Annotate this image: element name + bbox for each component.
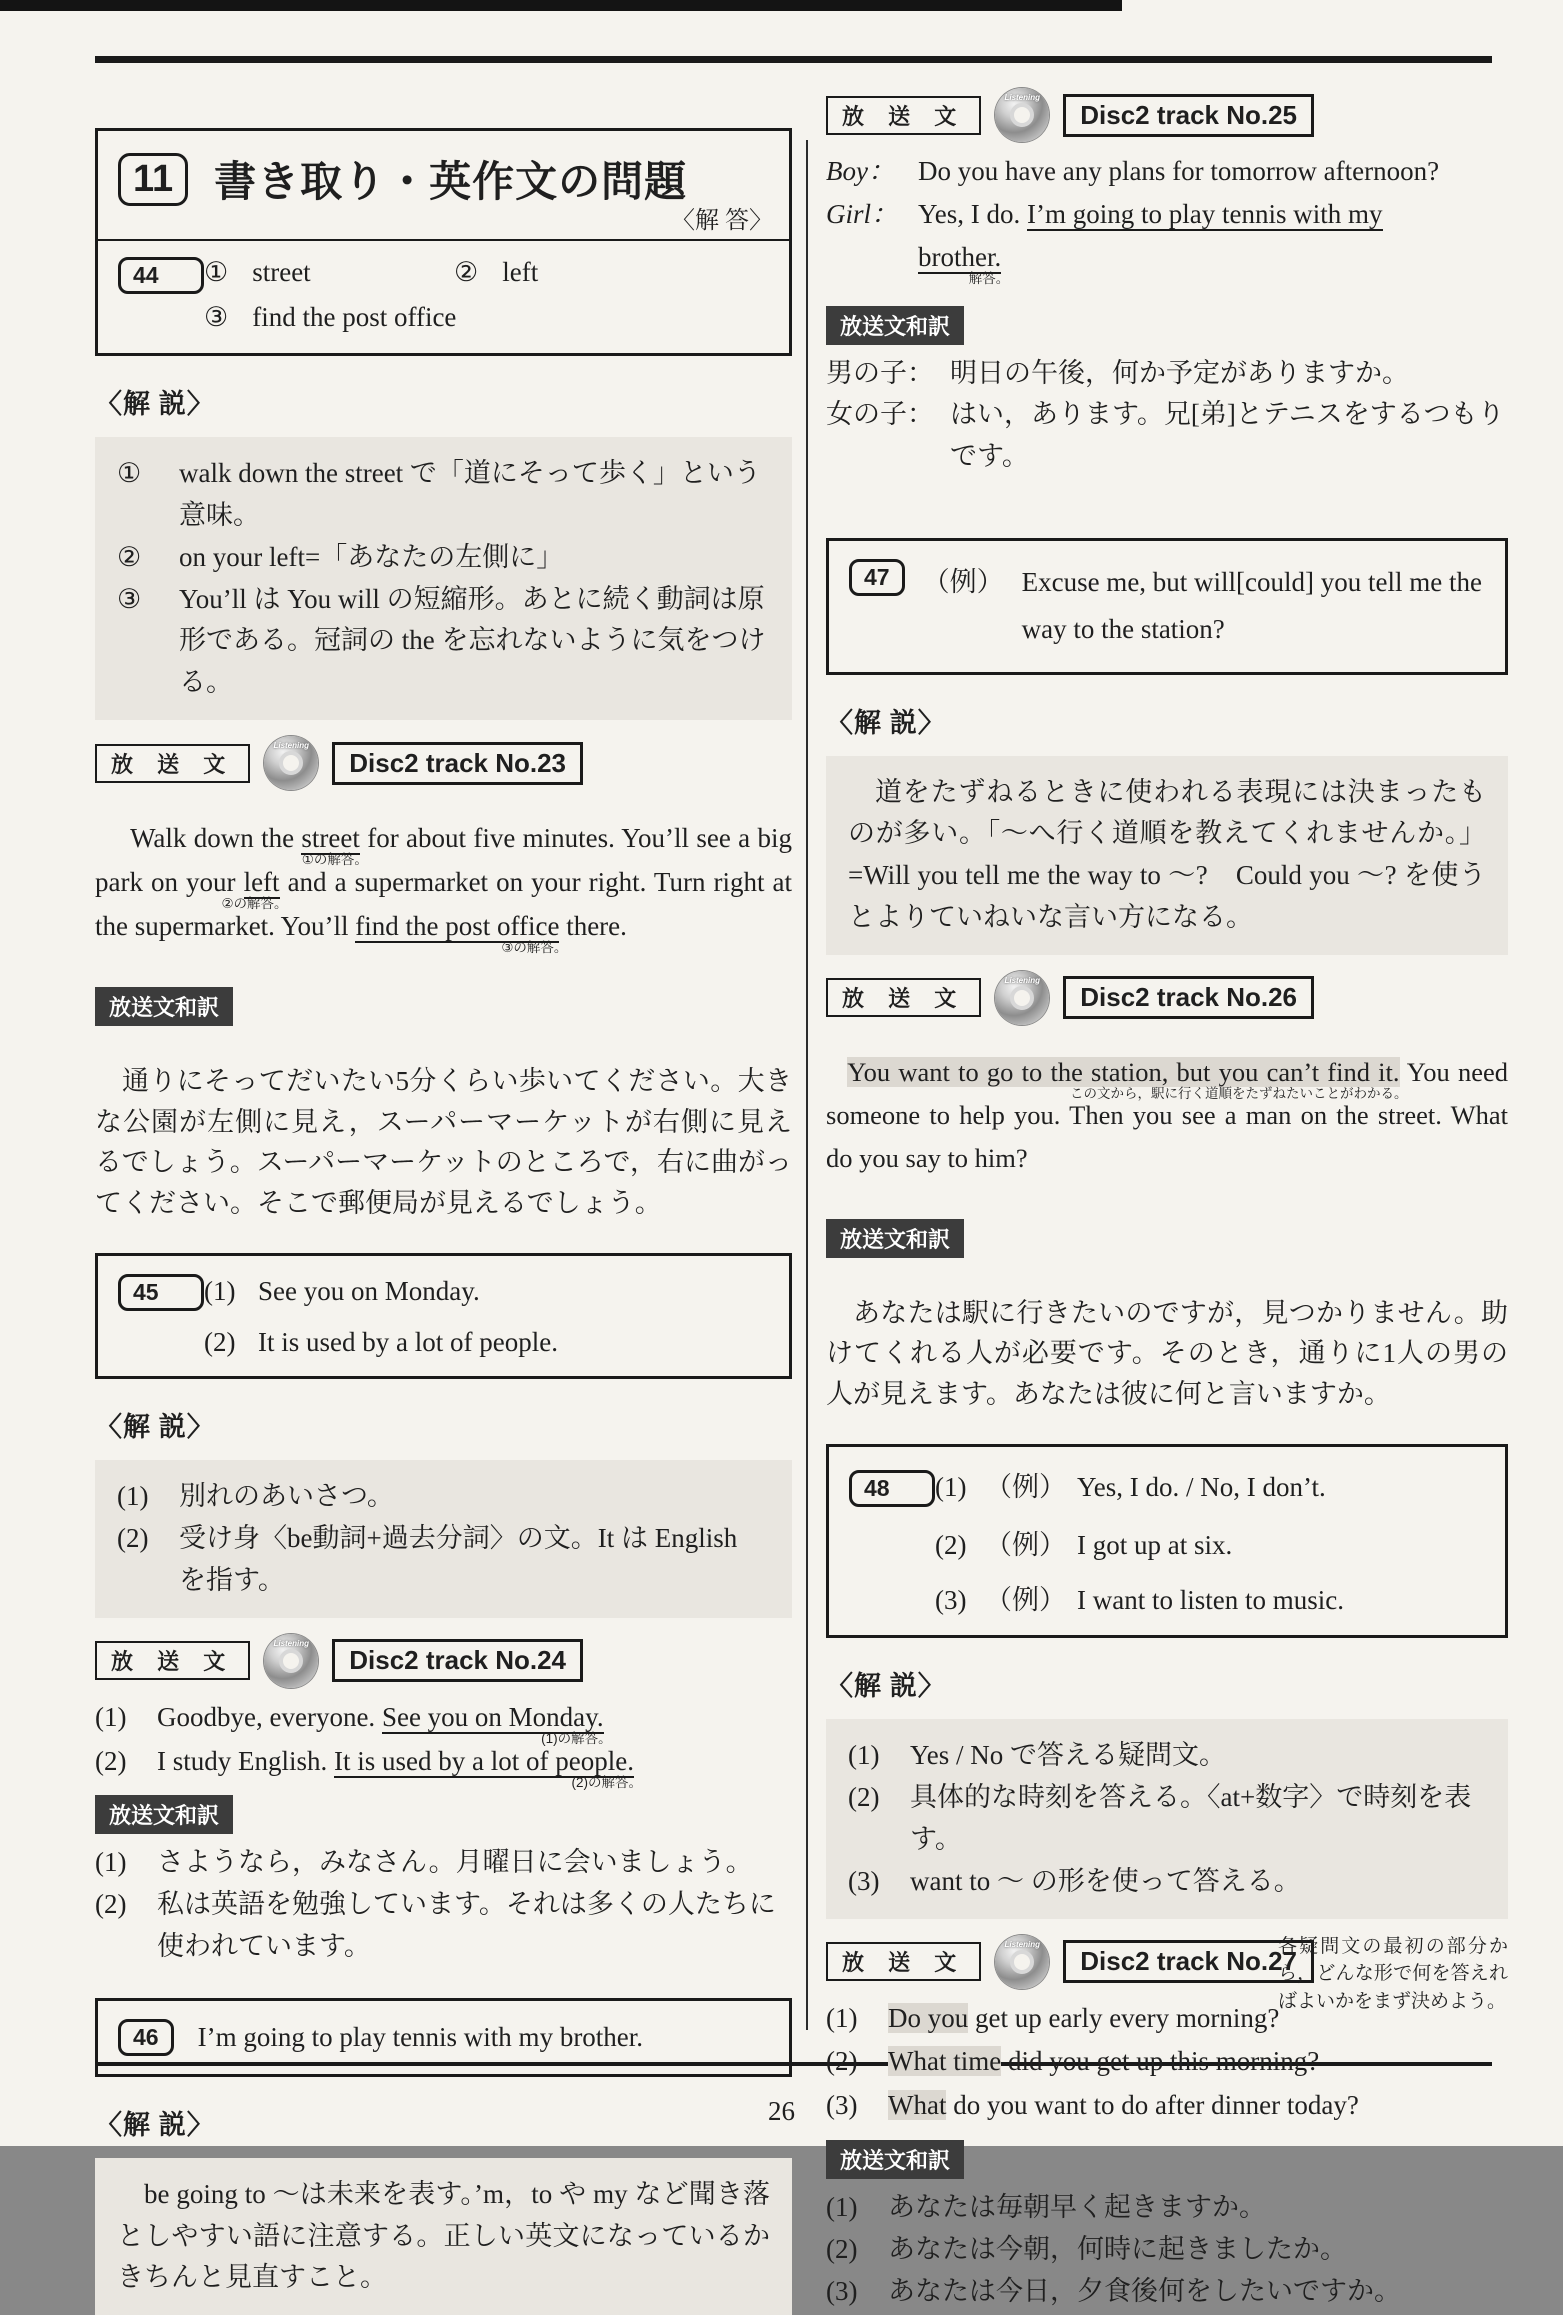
track-number: Disc2 track No.25 [1063,94,1314,137]
broadcast-block-27 [826,1935,1508,2012]
item-mark: (3) [826,2275,858,2306]
unit-title-row [98,131,789,241]
column-divider [806,140,808,2030]
item-text: want to 〜 の形を使って答える。 [910,1865,1301,1896]
margin-note: 各疑問文の最初の部分から，どんな形で何を答えればよいかをまず決めよう。 [1278,1935,1508,2012]
answer-note: ③の解答。 [501,939,568,955]
item-text: Goodbye, everyone. See you on Monday. (1)の解答。 [157,1701,612,1746]
speaker-text: Do you have any plans for tomorrow afternoon? [918,156,1440,186]
q44-answer-line-1 [204,257,769,288]
q48-kaisetsu-panel [826,1719,1508,1918]
broadcast-label: 放 送 文 [826,96,981,135]
broadcast-row-24 [95,1634,792,1688]
unit-number-badge: 11 [118,153,188,206]
q46-dialogue-translation [826,353,1508,479]
item-mark: (3) [848,1865,880,1896]
answer-heading: 〈解 答〉 [671,208,773,234]
list-item [117,1518,770,1602]
answer-note: (2)の解答。 [571,1774,642,1790]
item-mark: (2) [117,1523,149,1554]
example-mark: （例） [985,1585,1066,1616]
item-mark: (2) [826,2046,858,2077]
answer-note: (1)の解答。 [541,1730,612,1746]
translation-line [826,353,1508,395]
item-mark: (1) [95,1701,127,1732]
q47-answer-box [826,538,1508,675]
q44-answer-area [98,241,789,353]
q46-answer-box [95,1998,792,2077]
track-number: Disc2 track No.27 [1063,1940,1314,1983]
example-mark: （例） [985,1472,1066,1503]
example-mark: （例） [985,1530,1066,1561]
q48-badge: 48 [849,1470,935,1507]
item-mark: ③ [204,302,229,332]
item-text: 別れのあいさつ。 [179,1481,394,1512]
item-text: What time did you get up this morning? [888,2046,1320,2077]
item-text: あなたは今日，夕食後何をしたいですか。 [888,2275,1401,2306]
item-text: Yes, I do. / No, I don’t. [1077,1472,1326,1503]
q47-translation: あなたは駅に行きたいのですが，見つかりません。助けてくれる人が必要です。そのとき，通りに1人の男の人が見えます。あなたは彼に何と言いますか。 [826,1297,1508,1409]
q47-badge: 47 [849,559,905,596]
broadcast-row-23 [95,736,792,790]
broadcast-label: 放 送 文 [95,744,250,783]
cd-disc-icon [995,88,1049,142]
track-number: Disc2 track No.24 [332,1639,583,1682]
kaisetsu-heading: 〈解 説〉 [95,389,215,419]
item-mark: (1) [826,2191,858,2222]
item-mark: (2) [935,1530,967,1561]
translation-line [826,2271,1508,2313]
listening-icon-label: Listening [1004,1939,1041,1949]
answer-note: この文から，駅に行く道順をたずねたいことがわかる。 [1070,1086,1408,1102]
q46-dialogue [826,150,1508,287]
q46-badge: 46 [118,2019,174,2056]
item-mark: (1) [826,2002,858,2033]
answer-note: 解答。 [968,271,1010,287]
translation-line [826,2229,1508,2271]
item-text: Do you get up early every morning? [888,2002,1280,2033]
translation-label: 放送文和訳 [95,987,233,1026]
item-text: left [502,257,539,287]
item-mark: (1) [95,1847,127,1878]
item-text: I got up at six. [1077,1530,1233,1561]
item-mark: ① [204,257,229,287]
list-item [117,453,770,537]
broadcast-label: 放 送 文 [826,1942,981,1981]
list-item [848,1735,1486,1777]
speaker-name: 男の子： [826,357,934,388]
kaisetsu-heading: 〈解 説〉 [826,1671,946,1702]
speaker-name: Boy： [826,156,895,186]
translation-line [826,2187,1508,2229]
item-text: Yes / No で答える疑問文。 [910,1740,1227,1771]
dialogue-line [826,150,1508,193]
q46-kaisetsu-panel [95,2158,792,2315]
item-text: I want to listen to music. [1077,1585,1344,1616]
kaisetsu-heading: 〈解 説〉 [826,707,946,738]
broadcast-row-25 [826,88,1508,142]
item-text: See you on Monday. [258,1276,480,1307]
answer-note: ②の解答。 [221,895,288,911]
item-text: What do you want to do after dinner today? [888,2090,1359,2121]
q45-script [95,1696,792,1790]
item-mark: ③ [117,583,142,614]
translation-label: 放送文和訳 [826,306,964,345]
list-item [117,537,770,579]
q44-answer-3 [204,302,769,333]
script-line [95,1740,792,1790]
item-mark: (2) [826,2233,858,2264]
item-mark: (1) [935,1472,967,1503]
cd-disc-icon [995,1935,1049,1989]
q47-script: You want to go to the station, but you can’t find it. この文から，駅に行く道順をたずねたいことがわかる。 You need someone to help you. Then you see a man on the street. What do you say to him? [826,1057,1508,1174]
q44-badge: 44 [118,257,204,294]
q47-answer-text: Excuse me, but will[could] you tell me the way to the station? [1021,567,1482,645]
item-text: street [252,257,311,287]
speaker-text: はい，あります。兄[弟]とテニスをするつもりです。 [950,399,1505,472]
item-text: It is used by a lot of people. [258,1327,558,1358]
q44-answer-1 [204,257,454,288]
listening-icon-label: Listening [1004,975,1041,985]
speaker-text: 明日の午後，何か予定がありますか。 [950,357,1409,388]
translation-label: 放送文和訳 [826,2140,964,2179]
page-title: 書き取り・英作文の問題 [214,158,688,205]
listening-icon-label: Listening [1004,93,1041,102]
q44-answer-2 [454,257,769,288]
script-line [826,2084,1508,2128]
item-text: walk down the street で「道にそって歩く」という意味。 [179,458,761,530]
q44-kaisetsu-panel [95,437,792,720]
top-rule [95,56,1492,63]
cd-disc-icon [264,736,318,790]
item-mark: ② [117,541,142,572]
list-item [848,1777,1486,1861]
left-column [95,128,792,2315]
item-mark: (2) [95,1745,127,1776]
q46-answer-text: I’m going to play tennis with my brother. [197,2021,644,2052]
listening-icon-label: Listening [273,1638,310,1648]
example-mark: （例） [922,567,1004,598]
q48-script [826,1997,1508,2128]
speaker-name: Girl： [826,199,899,230]
item-mark: (1) [848,1740,880,1771]
item-mark: ② [454,257,479,287]
track-number: Disc2 track No.23 [332,742,583,785]
item-text: on your left=「あなたの左側に」 [179,541,564,572]
q47-kaisetsu-panel [826,756,1508,955]
item-text: あなたは毎朝早く起きますか。 [888,2191,1266,2222]
q44-script: Walk down the street ①の解答。 for about five minutes. You’ll see a big park on your left ②の解答。 and a supermarket on your right. Turn right at the supermarket. You’ll find the post office ③の解答。 there. [95,823,792,955]
kaisetsu-heading: 〈解 説〉 [95,2109,215,2140]
script-line [95,1696,792,1746]
item-mark: (2) [204,1327,236,1358]
q48-answer-box [826,1444,1508,1638]
broadcast-label: 放 送 文 [95,1641,250,1680]
q45-badge: 45 [118,1274,204,1311]
translation-label: 放送文和訳 [95,1795,233,1834]
item-text: あなたは今朝，何時に起きましたか。 [888,2233,1347,2264]
item-text: You’ll は You will の短縮形。あとに続く動詞は原形である。冠詞の the を忘れないように気をつける。 [179,583,766,698]
item-mark: (1) [204,1276,236,1307]
item-mark: (2) [95,1889,127,1920]
list-item [848,1861,1486,1903]
q45-kaisetsu-panel [95,1460,792,1618]
item-text: 受け身〈be動詞+過去分詞〉の文。It は English を指す。 [179,1523,738,1595]
track-number: Disc2 track No.26 [1063,976,1314,1019]
answer-note: ①の解答。 [301,852,368,868]
q45-translation [95,1842,792,1968]
q44-translation: 通りにそってだいたい5分くらい歩いてください。大きな公園が左側に見え，スーパーマーケットが右側に見えるでしょう。スーパーマーケットのところで，右に曲がってください。そこで郵便局が見えるでしょう。 [95,1066,792,1218]
translation-line [95,1842,792,1884]
list-item [117,1476,770,1518]
script-line [826,2040,1508,2084]
speaker-name: 女の子： [826,399,934,430]
item-text: 私は英語を勉強しています。それは多くの人たちに使われています。 [157,1889,776,1961]
item-mark: (3) [935,1585,967,1616]
item-text: さようなら，みなさん。月曜日に会いましょう。 [157,1847,753,1878]
kaisetsu-heading: 〈解 説〉 [95,1412,215,1443]
translation-line [826,394,1508,478]
dialogue-line [826,193,1508,287]
page-number: 26 [768,2096,795,2126]
item-mark: (3) [826,2090,858,2121]
q45-answer-box [95,1253,792,1379]
speaker-text: Yes, I do. I’m going to play tennis with my brother. 解答。 [918,199,1383,287]
q44-answers [204,257,769,333]
cd-disc-icon [995,971,1049,1025]
item-mark: (2) [848,1782,880,1813]
list-item [117,579,770,705]
item-mark: (1) [117,1481,149,1512]
listening-icon-label: Listening [273,741,310,751]
scan-edge-bar [0,0,1122,11]
unit-header-box [95,128,792,356]
item-mark: ① [117,458,142,488]
broadcast-row-26 [826,971,1508,1025]
broadcast-label: 放 送 文 [826,978,981,1017]
item-text: 具体的な時刻を答える。〈at+数字〉で時刻を表す。 [910,1782,1472,1854]
q48-translation [826,2187,1508,2313]
q46-kaisetsu-text: be going to 〜は未来を表す。’m，to や my など聞き落としやすい語に注意する。正しい英文になっているかきちんと見直すこと。 [117,2178,770,2293]
translation-label: 放送文和訳 [826,1219,964,1258]
translation-line [95,1884,792,1968]
q47-kaisetsu-text: 道をたずねるときに使われる表現には決まったものが多い。「〜へ行く道順を教えてくれませんか。」=Will you tell me the way to 〜? Could you 〜? を使うとよりていねいな言い方になる。 [848,776,1486,933]
cd-disc-icon [264,1634,318,1688]
item-text: I study English. It is used by a lot of people. (2)の解答。 [157,1745,642,1790]
right-column [826,88,1508,2312]
item-text: find the post office [252,302,457,332]
